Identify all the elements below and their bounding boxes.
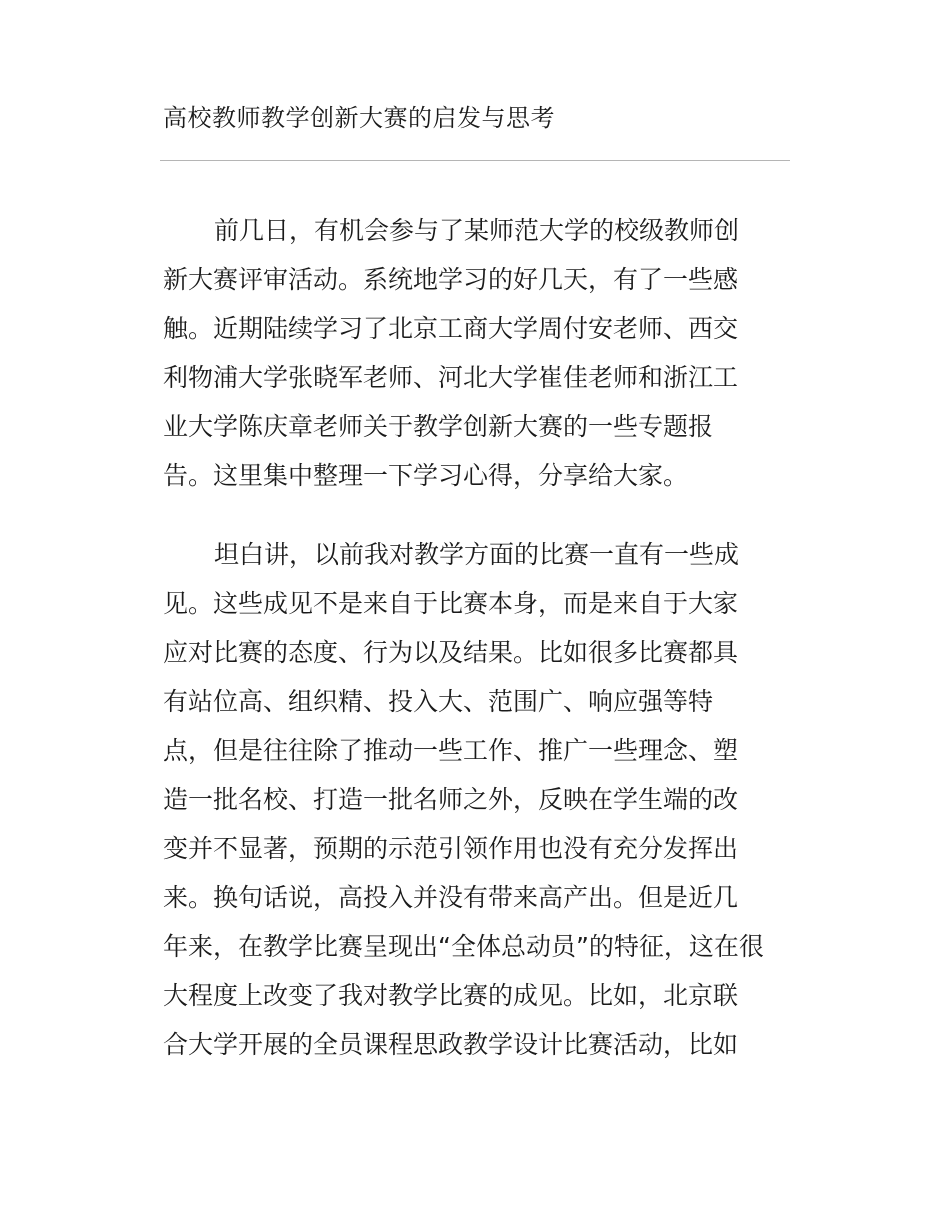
document-title: 高校教师教学创新大赛的启发与思考 bbox=[163, 104, 555, 132]
paragraph-line: 坦白讲，以前我对教学方面的比赛一直有一些成 bbox=[214, 540, 740, 569]
paragraph-line: 有站位高、组织精、投入大、范围广、响应强等特 bbox=[163, 687, 714, 716]
paragraph-line: 造一批名校、打造一批名师之外，反映在学生端的改 bbox=[163, 785, 739, 814]
paragraph-line: 点，但是往往除了推动一些工作、推广一些理念、塑 bbox=[163, 736, 739, 765]
paragraph-line: 大程度上改变了我对教学比赛的成见。比如，北京联 bbox=[163, 981, 739, 1010]
paragraph-line: 变并不显著，预期的示范引领作用也没有充分发挥出 bbox=[163, 834, 739, 863]
paragraph-2 bbox=[163, 530, 793, 1069]
paragraph-line: 合大学开展的全员课程思政教学设计比赛活动，比如 bbox=[163, 1030, 739, 1059]
paragraph-line: 利物浦大学张晓军老师、河北大学崔佳老师和浙江工 bbox=[163, 363, 739, 392]
paragraph-1 bbox=[163, 206, 793, 500]
paragraph-line: 应对比赛的态度、行为以及结果。比如很多比赛都具 bbox=[163, 638, 739, 667]
paragraph-line: 业大学陈庆章老师关于教学创新大赛的一些专题报 bbox=[163, 412, 714, 441]
paragraph-line: 告。这里集中整理一下学习心得，分享给大家。 bbox=[163, 461, 689, 490]
paragraph-line: 前几日，有机会参与了某师范大学的校级教师创 bbox=[214, 216, 740, 245]
paragraph-line: 年来，在教学比赛呈现出“全体总动员”的特征，这在很 bbox=[163, 932, 764, 961]
paragraph-line: 触。近期陆续学习了北京工商大学周付安老师、西交 bbox=[163, 314, 739, 343]
title-divider bbox=[160, 160, 790, 161]
paragraph-line: 见。这些成见不是来自于比赛本身，而是来自于大家 bbox=[163, 589, 739, 618]
paragraph-line: 来。换句话说，高投入并没有带来高产出。但是近几 bbox=[163, 883, 739, 912]
paragraph-line: 新大赛评审活动。系统地学习的好几天，有了一些感 bbox=[163, 265, 739, 294]
